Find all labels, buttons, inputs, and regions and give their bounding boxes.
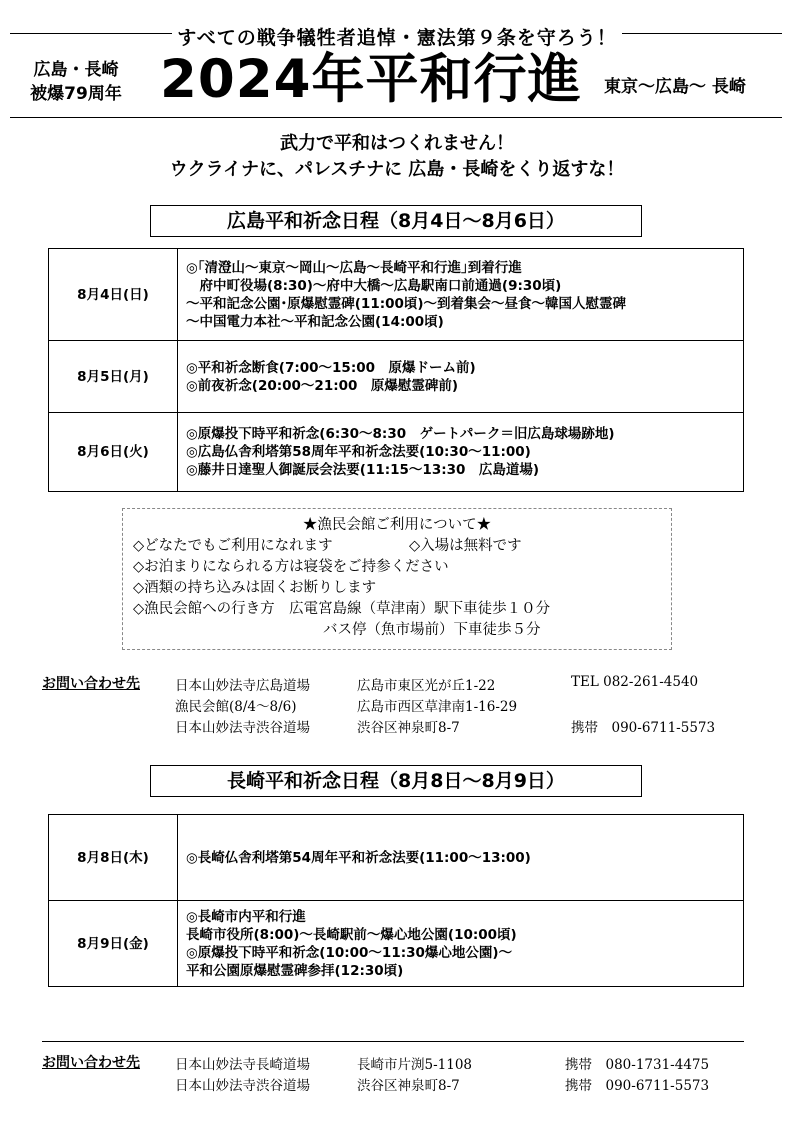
- info-item: ◇酒類の持ち込みは固くお断りします: [133, 580, 377, 596]
- schedule-line: ～平和記念公園･原爆慰霊碑(11:00頃)～到着集会～昼食～韓国人慰霊碑: [186, 295, 627, 312]
- contact-phone: TEL 082-261-4540: [571, 674, 699, 690]
- schedule-line: ◎長崎市内平和行進: [186, 908, 306, 925]
- schedule-line: ◎原爆投下時平和祈念(10:00～11:30爆心地公園)～: [186, 944, 513, 961]
- schedule-row: [49, 815, 744, 901]
- contact-label: お問い合わせ先: [42, 676, 140, 692]
- schedule-row: [49, 413, 744, 492]
- page-title: 2024年平和行進: [160, 49, 582, 110]
- schedule-description: [178, 341, 744, 413]
- schedule-line: 長崎市役所(8:00)～長崎駅前～爆心地公園(10:00頃): [186, 926, 517, 943]
- route-label: 東京～広島～ 長崎: [604, 77, 746, 97]
- schedule-line: ◎前夜祈念(20:00～21:00 原爆慰霊碑前): [186, 377, 459, 394]
- contact-divider: [42, 1041, 744, 1042]
- schedule-line: 府中町役場(8:30)～府中大橋～広島駅南口前通過(9:30頃): [186, 277, 562, 294]
- info-item: ◇漁民会館への行き方 広電宮島線（草津南）駅下車徒歩１０分: [133, 601, 551, 617]
- contact-address: 渋谷区神泉町8-7: [357, 720, 460, 736]
- info-item: バス停（魚市場前）下車徒歩５分: [323, 622, 541, 638]
- contact-name: 日本山妙法寺渋谷道場: [175, 720, 310, 736]
- schedule-line: ～中国電力本社～平和記念公園(14:00頃): [186, 313, 444, 330]
- contact-name: 日本山妙法寺長崎道場: [175, 1057, 310, 1073]
- schedule-date: 8月5日(月): [49, 341, 178, 413]
- info-item: ◇入場は無料です: [409, 538, 522, 554]
- anniversary-line-1: 広島・長崎: [33, 60, 119, 80]
- schedule-line: ◎藤井日達聖人御誕辰会法要(11:15～13:30 広島道場): [186, 462, 540, 478]
- schedule-line: ◎｢清澄山～東京～岡山～広島～長崎平和行進｣到着行進: [186, 259, 522, 276]
- nagasaki-section-title: 長崎平和祈念日程（8月8日～8月9日）: [150, 765, 642, 797]
- header-rule-bottom: [10, 117, 782, 118]
- schedule-date: 8月4日(日): [49, 249, 178, 341]
- info-box-title: ★漁民会館ご利用について★: [302, 517, 492, 533]
- info-item: ◇お泊まりになられる方は寝袋をご持参ください: [133, 559, 449, 575]
- contact-address: 渋谷区神泉町8-7: [357, 1078, 460, 1094]
- contact-phone: 携帯 090-6711-5573: [571, 720, 716, 736]
- fishermen-hall-info-box: [122, 508, 672, 650]
- schedule-row: [49, 341, 744, 413]
- anniversary-label: [24, 58, 128, 106]
- schedule-description: [178, 413, 744, 492]
- contact-name: 日本山妙法寺渋谷道場: [175, 1078, 310, 1094]
- schedule-line: ◎原爆投下時平和祈念(6:30～8:30 ゲートパーク＝旧広島球場跡地): [186, 426, 615, 442]
- schedule-description: [178, 815, 744, 901]
- subtitle-line-2: ウクライナに、パレスチナに 広島・長崎をくり返すな！: [169, 159, 625, 180]
- schedule-date: 8月9日(金): [49, 901, 178, 987]
- contact-phone: 携帯 090-6711-5573: [565, 1078, 710, 1094]
- contact-address: 長崎市片渕5-1108: [357, 1057, 473, 1073]
- schedule-line: ◎長崎仏舎利塔第54周年平和祈念法要(11:00～13:00): [186, 849, 531, 866]
- schedule-row: [49, 249, 744, 341]
- schedule-description: [178, 901, 744, 987]
- nagasaki-schedule-table: [48, 814, 744, 987]
- contact-address: 広島市東区光が丘1-22: [357, 678, 496, 694]
- hiroshima-section-title: 広島平和祈念日程（8月4日～8月6日）: [150, 205, 642, 237]
- schedule-date: 8月6日(火): [49, 413, 178, 492]
- schedule-date: 8月8日(木): [49, 815, 178, 901]
- schedule-line: ◎平和祈念断食(7:00～15:00 原爆ドーム前): [186, 359, 476, 376]
- contact-label: お問い合わせ先: [42, 1055, 140, 1071]
- contact-name: 日本山妙法寺広島道場: [175, 678, 310, 694]
- schedule-line: 平和公園原爆慰霊碑参拝(12:30頃): [186, 962, 404, 979]
- contact-address: 広島市西区草津南1-16-29: [357, 699, 518, 715]
- schedule-line: ◎広島仏舎利塔第58周年平和祈念法要(10:30～11:00): [186, 444, 531, 460]
- schedule-description: [178, 249, 744, 341]
- schedule-row: [49, 901, 744, 987]
- subtitle-line-1: 武力で平和はつくれません！: [280, 133, 514, 154]
- info-item: ◇どなたでもご利用になれます: [133, 538, 333, 554]
- contact-name: 漁民会館(8/4～8/6): [175, 699, 297, 715]
- anniversary-line-2: 被爆79周年: [30, 84, 122, 104]
- hiroshima-schedule-table: [48, 248, 744, 492]
- contact-phone: 携帯 080-1731-4475: [565, 1057, 710, 1073]
- slogan: すべての戦争犠牲者追悼・憲法第９条を守ろう！: [177, 27, 617, 49]
